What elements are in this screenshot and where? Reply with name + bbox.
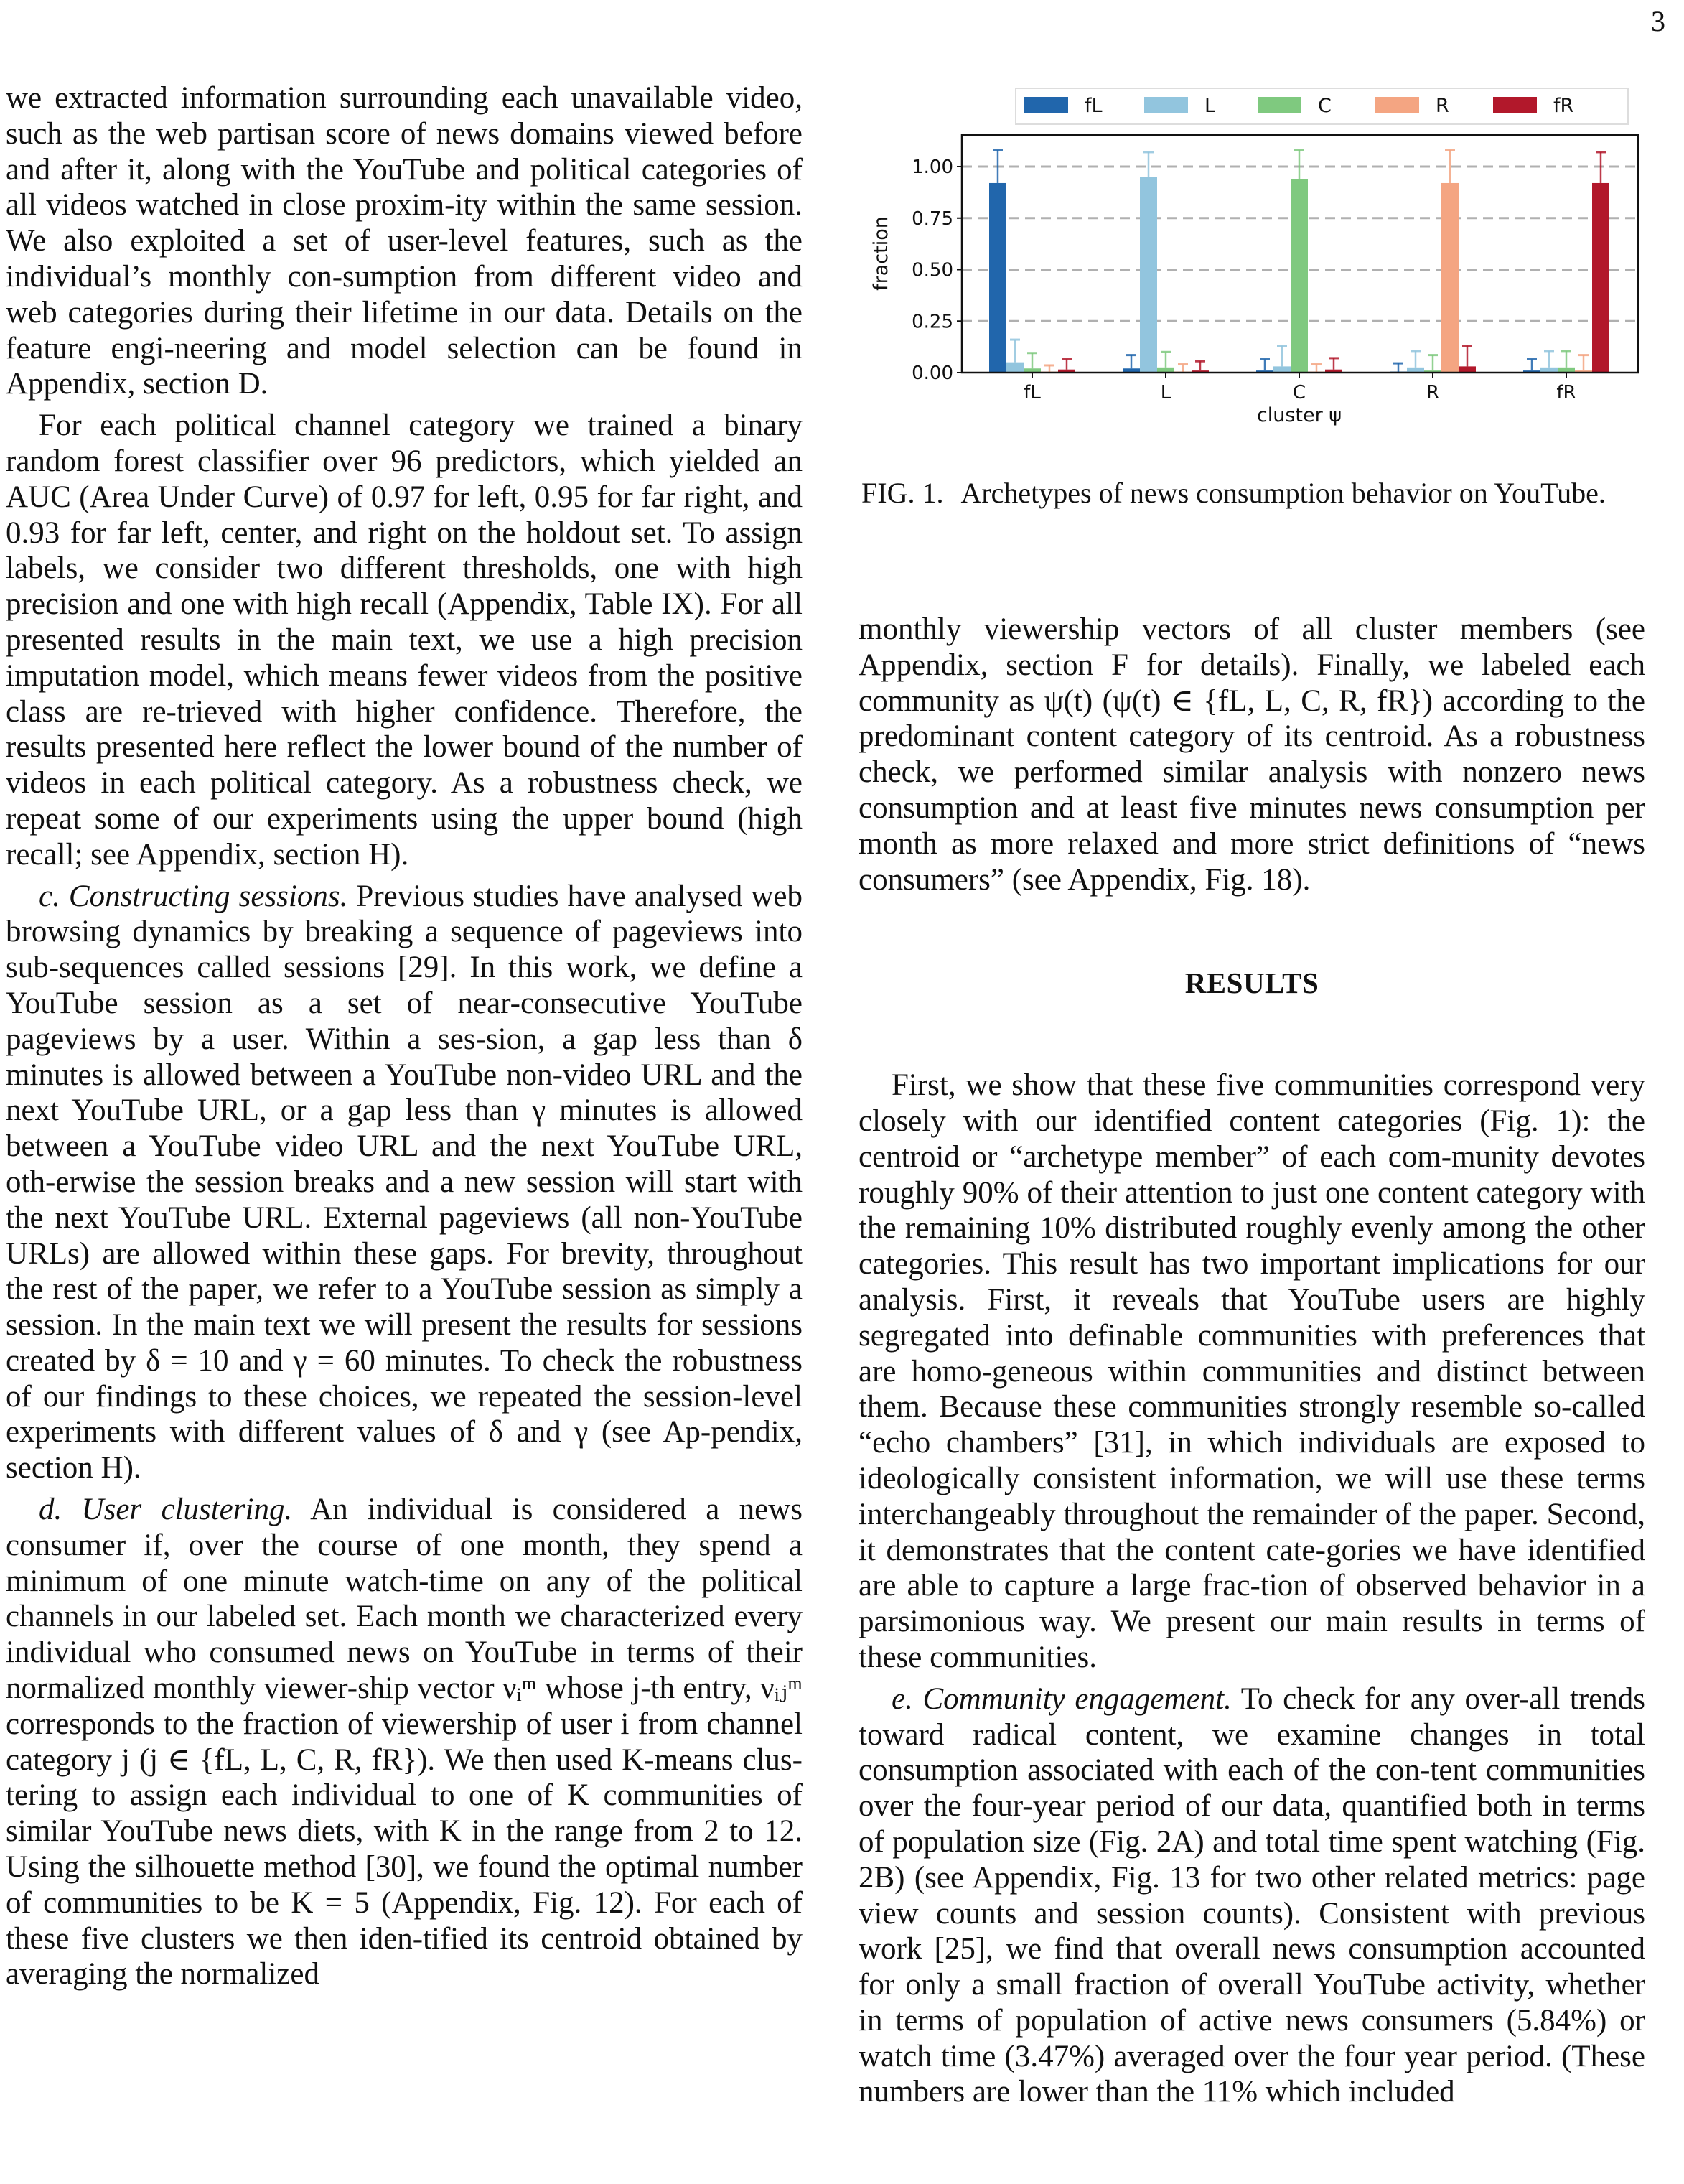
legend-label-L: L — [1204, 95, 1216, 117]
bar-L-cluster-C — [1273, 366, 1291, 373]
bar-R-cluster-R — [1441, 183, 1459, 373]
figure-label: FIG. 1. — [861, 477, 944, 509]
run-in-heading: c. Constructing sessions. — [39, 879, 348, 913]
caption-text: Archetypes of news consumption behavior on YouTube. — [960, 477, 1606, 509]
legend-swatch-L — [1144, 97, 1188, 113]
right-column — [859, 612, 1645, 2116]
legend-swatch-C — [1258, 97, 1301, 113]
paragraph-feature-engineering — [6, 80, 803, 402]
x-tick-label: C — [1292, 382, 1306, 403]
x-tick-label: L — [1160, 382, 1171, 403]
run-in-heading: e. Community engagement. — [892, 1681, 1232, 1716]
x-axis-label: cluster ψ — [1256, 404, 1342, 426]
section-heading-results: RESULTS — [1184, 966, 1319, 1000]
figure-caption — [861, 477, 1645, 510]
paragraph-text: monthly viewership vectors of all cluster members (see Appendix, section F for details). Finally, we labeled each community as ψ(t) (ψ(t) ∈ {fL, L, C, R, fR}) according to the predominant content category of its centroid. As a robustness check, we performed similar analysis with nonzero news consumption and at least five minutes news consumption per month as more relaxed and more strict definitions of “news consumers” (see Appendix, Fig. 18). — [859, 612, 1645, 897]
y-tick-label: 0.25 — [912, 311, 953, 333]
y-axis-label: fraction — [870, 216, 892, 291]
x-tick-label: R — [1426, 382, 1440, 403]
bar-chart — [859, 80, 1648, 454]
y-tick-label: 0.75 — [912, 207, 953, 230]
paragraph-text: An individual is considered a news consumer if, over the course of one month, they spend a minimum of one minute watch-time on any of the political channels in our labeled set. Each month we characterized every individual who consumed news on YouTube in terms of their normalized monthly viewer-ship vector νᵢᵐ whose j-th entry, νᵢⱼᵐ corresponds to the fraction of viewership of user i from channel category j (j ∈ {fL, L, C, R, fR}). We then used K-means clus-tering to assign each individual to one of K communities of similar YouTube news diets, with K in the range from 2 to 12. Using the silhouette method [30], we found the optimal number of communities to be K = 5 (Appendix, Fig. 12). For each of these five clusters we then iden-tified its centroid obtained by averaging the normalized — [6, 1493, 803, 1992]
y-tick-label: 0.00 — [912, 363, 953, 384]
x-tick-label: fR — [1556, 382, 1576, 403]
legend-label-R: R — [1436, 95, 1449, 117]
legend-label-fR: fR — [1553, 95, 1574, 117]
paragraph-constructing-sessions — [6, 879, 803, 1487]
legend-label-C: C — [1318, 95, 1332, 117]
legend-swatch-fR — [1493, 97, 1537, 113]
paragraph-text: To check for any over-all trends toward radical content, we examine changes in total consumption associated with each of the con-tent communities over the four-year period of our data, quantified both in terms of population size (Fig. 2A) and total time spent watching (Fig. 2B) (see Appendix, Fig. 13 for two other related metrics: page view counts and session counts). Consistent with previous work [25], we find that overall news consumption accounted for only a small fraction of overall YouTube activity, whether in terms of population of active news consumers (5.84%) or watch time (3.47%) averaged over the four year period. (These numbers are lower than the 11% which included — [859, 1681, 1645, 2109]
y-tick-label: 0.50 — [912, 259, 953, 281]
paragraph-text: For each political channel category we trained a binary random forest classifier over 96 predictors, which yielded an AUC (Area Under Curve) of 0.97 for left, 0.95 for far right, and 0.93 for far left, center, and right on the holdout set. To assign labels, we consider two different thresholds, one with high precision and one with high recall (Appendix, Table IX). For all presented results in the main text, we use a high precision imputation model, which means fewer videos from the positive class are re-trieved with higher confidence. Therefore, the results presented here reflect the lower bound of the number of videos in each political category. As a robustness check, we repeat some of our experiments using the upper bound (high recall; see Appendix, section H). — [6, 409, 803, 872]
x-tick-label: fL — [1024, 382, 1041, 403]
legend-swatch-R — [1375, 97, 1419, 113]
page-number: 3 — [1651, 5, 1665, 37]
paragraph-text: Previous studies have analysed web browsing dynamics by breaking a sequence of pageviews into sub-sequences called sessions [29]. In this work, we define a YouTube session as a set of near-consecutive YouTube pageviews by a user. Within a ses-sion, a gap less than δ minutes is allowed between a YouTube non-video URL and the next YouTube URL, or a gap less than γ minutes is allowed between a YouTube video URL and the next YouTube URL, oth-erwise the session breaks and a new session will start with the next YouTube URL. External pageviews (all non-YouTube URLs) are allowed within these gaps. For brevity, throughout the rest of the paper, we refer to a YouTube session as simply a session. In the main text we will present the results for sessions created by δ = 10 and γ = 60 minutes. To check the robustness of our findings to these choices, we repeated the session-level experiments with different values of δ and γ (see Ap-pendix, section H). — [6, 879, 803, 1485]
bar-C-cluster-C — [1291, 179, 1308, 373]
bar-fL-cluster-fL — [989, 183, 1006, 373]
y-tick-label: 1.00 — [912, 157, 953, 178]
bar-L-cluster-fL — [1006, 363, 1024, 373]
legend-label-fL: fL — [1085, 95, 1103, 117]
legend-swatch-fL — [1024, 97, 1068, 113]
paragraph-results-intro — [859, 1068, 1645, 1676]
paragraph-text: we extracted information surrounding each unavailable video, such as the web partisan score of news domains viewed before and after it, along with the YouTube and political categories of all videos watched in close proxim-ity within the same session. We also exploited a set of user-level features, such as the individual’s monthly con-sumption from different video and web categories during their lifetime in our data. Details on the feature engi-neering and model selection can be found in Appendix, section D. — [6, 81, 803, 401]
left-column — [6, 80, 803, 1998]
run-in-heading: d. User clustering. — [39, 1493, 293, 1527]
bar-fR-cluster-fR — [1592, 183, 1609, 373]
paragraph-labeling — [859, 612, 1645, 897]
paragraph-text: First, we show that these five communities correspond very closely with our identified content categories (Fig. 1): the centroid or “archetype member” of each com-munity devotes roughly 90% of their attention to just one content category with the remaining 10% distributed roughly evenly among the other categories. This result has two important implications for our analysis. First, it reveals that YouTube users are highly segregated into definable communities with preferences that are homo-geneous within communities and distinct between them. Because these communities strongly resemble so-called “echo chambers” [31], in which individuals are exposed to ideologically consistent information, we will use these terms interchangeably throughout the remainder of the paper. Second, it demonstrates that the content cate-gories we have identified are able to capture a large frac-tion of observed behavior in a parsimonious way. We present our main results in terms of these communities. — [859, 1068, 1645, 1674]
bar-L-cluster-L — [1140, 177, 1157, 373]
paragraph-classifier — [6, 408, 803, 872]
paragraph-community-engagement — [859, 1681, 1645, 2111]
paragraph-user-clustering — [6, 1492, 803, 1992]
bar-fR-cluster-R — [1459, 366, 1476, 373]
figure-1-chart — [859, 80, 1648, 454]
